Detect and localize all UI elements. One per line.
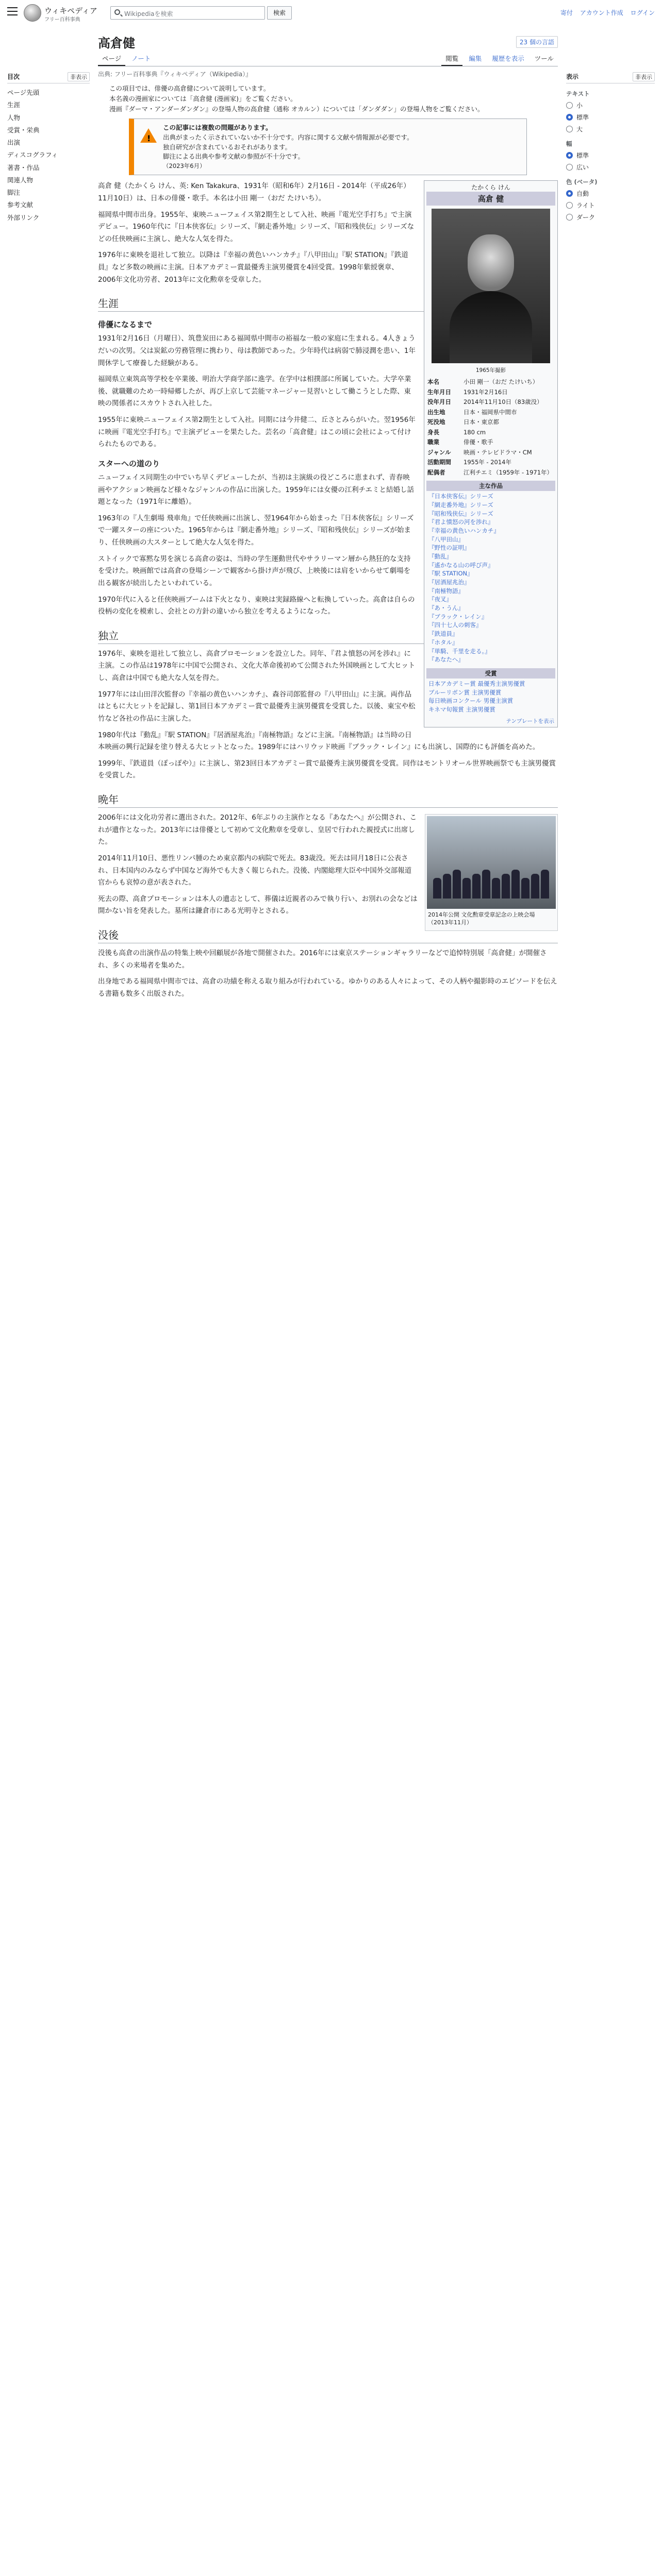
infobox-row bbox=[426, 428, 555, 438]
work-link[interactable]: 『昭和残侠伝』シリーズ bbox=[428, 510, 493, 517]
body-paragraph: 死去の際、高倉プロモーションは本人の遺志として、葬儀は近親者のみで執り行い、お別れの会などは開かない旨を発表した。墓所は鎌倉市にある光明寺とされる。 bbox=[98, 894, 418, 916]
body-paragraph: 2014年11月10日、悪性リンパ腫のため東京都内の病院で死去。83歳没。死去は同月18日に公表され、日本国内のみならず中国など海外でも大きく報じられた。没後、内閣総理大臣や中国外交部報道官からも哀悼の意が表された。 bbox=[98, 854, 412, 887]
toc-item[interactable]: 外部リンク bbox=[7, 213, 40, 222]
radio-icon bbox=[566, 202, 573, 209]
toc-item[interactable]: 関連人物 bbox=[7, 176, 34, 184]
infobox-key: 活動期間 bbox=[427, 459, 451, 466]
photo-figure bbox=[531, 874, 539, 899]
text-size-small[interactable] bbox=[566, 101, 655, 110]
infobox-value: 小田 剛一（おだ たけいち） bbox=[464, 378, 539, 386]
create-account-link[interactable]: アカウント作成 bbox=[580, 9, 623, 16]
work-link[interactable]: 『八甲田山』 bbox=[428, 535, 464, 543]
infobox-row bbox=[426, 397, 555, 408]
notice-date: （2023年6月） bbox=[163, 162, 206, 170]
source-line: 出典: フリー百科事典『ウィキペディア（Wikipedia）』 bbox=[98, 71, 252, 78]
tab-history[interactable]: 履歴を表示 bbox=[492, 55, 524, 62]
infobox-row bbox=[426, 457, 555, 468]
infobox-row bbox=[426, 417, 555, 428]
section-title: 晩年 bbox=[98, 793, 119, 806]
award-link[interactable]: ブルーリボン賞 主演男優賞 bbox=[428, 688, 502, 696]
body-paragraph: 没後も高倉の出演作品の特集上映や回顧展が各地で開催された。2016年には東京ステーションギャラリーなどで追悼特別展「高倉健」が開催され、多くの来場者を集めた。 bbox=[98, 949, 547, 970]
photo-body bbox=[450, 291, 532, 363]
main-menu-icon[interactable] bbox=[7, 7, 18, 15]
photo-figure bbox=[541, 870, 549, 899]
body-paragraph: 出身地である福岡県中間市では、高倉の功績を称える取り組みが行われている。ゆかりのある人々によって、その人柄や撮影時のエピソードを伝える書籍も数多く出版された。 bbox=[98, 977, 557, 998]
photo-figure bbox=[492, 878, 500, 899]
infobox-value: 1955年 - 2014年 bbox=[464, 459, 511, 466]
search-button[interactable]: 検索 bbox=[267, 6, 292, 20]
appearance-hide-button[interactable]: 非表示 bbox=[633, 72, 655, 81]
work-link[interactable]: 『南極物語』 bbox=[428, 587, 464, 595]
lead-paragraph: 1976年に東映を退社して独立。以降は『幸福の黄色いハンカチ』『八甲田山』『駅 STATION』『鉄道員』など多数の映画に主演。日本アカデミー賞最優秀主演男優賞を4回受賞。1998年紫綬褒章、2006年文化功労者、2013年に文化勲章を受章した。 bbox=[98, 251, 408, 284]
infobox-row bbox=[426, 468, 555, 478]
infobox-row bbox=[426, 377, 555, 387]
work-link[interactable]: 『日本侠客伝』シリーズ bbox=[428, 493, 493, 500]
work-link[interactable]: 『四十七人の刺客』 bbox=[428, 621, 482, 629]
thumbnail-figure bbox=[425, 814, 558, 931]
body-paragraph: 2006年には文化功労者に選出された。2012年、6年ぶりの主演作となる『あなたへ』が公開され、これが遺作となった。2013年には俳優として初めて文化勲章を受章し、皇居で行われた親授式に出席した。 bbox=[98, 814, 417, 846]
section-title: 生涯 bbox=[98, 297, 119, 310]
body-paragraph: 1955年に東映ニューフェイス第2期生として入社。同期には今井健二、丘さとみらがいた。翌1956年に映画『電光空手打ち』で主演デビューを果たした。芸名の「高倉健」はこの頃に会社によって付けられたものである。 bbox=[98, 416, 416, 449]
work-link[interactable]: 『夜叉』 bbox=[428, 596, 452, 603]
body-paragraph: 1970年代に入ると任侠映画ブームは下火となり、東映は実録路線へと転換していった。高倉は自らの役柄の変化を模索し、会社との方針の違いから独立を考えるようになった。 bbox=[98, 595, 415, 616]
radio-label: 自動 bbox=[576, 190, 589, 197]
text-size-standard[interactable] bbox=[566, 113, 655, 122]
user-tools bbox=[555, 8, 655, 17]
work-link[interactable]: 『駅 STATION』 bbox=[428, 570, 473, 578]
toc-item[interactable]: 脚注 bbox=[7, 189, 21, 196]
photo-figure bbox=[502, 874, 510, 899]
radio-icon bbox=[566, 190, 573, 197]
section-title: 没後 bbox=[98, 929, 119, 941]
infobox-key: 配偶者 bbox=[427, 468, 445, 476]
infobox bbox=[424, 180, 558, 727]
body-paragraph: 1980年代は『動乱』『駅 STATION』『居酒屋兆治』『南極物語』などに主演。『南極物語』は当時の日本映画の興行記録を塗り替える大ヒットとなった。1989年にはハリウッド映画『ブラック・レイン』にも出演し、国際的にも評価を高めた。 bbox=[98, 731, 540, 752]
photo-figure bbox=[453, 870, 461, 899]
search-input[interactable] bbox=[110, 6, 265, 20]
width-wide[interactable] bbox=[566, 163, 655, 172]
work-link[interactable]: 『ホタル』 bbox=[428, 638, 458, 646]
toc-title: 目次 bbox=[7, 73, 20, 80]
work-link[interactable]: 『動乱』 bbox=[428, 553, 452, 561]
template-link[interactable]: テンプレートを表示 bbox=[506, 718, 554, 724]
photo-figure bbox=[433, 878, 441, 899]
photo-figure bbox=[443, 874, 451, 899]
event-photo[interactable] bbox=[427, 816, 556, 909]
infobox-row bbox=[426, 448, 555, 458]
portrait-photo[interactable] bbox=[432, 209, 550, 363]
photo-figure bbox=[472, 874, 481, 899]
photo-figure bbox=[482, 870, 490, 899]
toc-header bbox=[7, 72, 90, 83]
tab-tools[interactable]: ツール bbox=[534, 55, 554, 62]
toc-item[interactable]: 著書・作品 bbox=[7, 163, 40, 172]
radio-icon bbox=[566, 214, 573, 221]
infobox-value: 俳優・歌手 bbox=[464, 438, 493, 446]
appearance-title: 表示 bbox=[566, 73, 579, 80]
section-heading bbox=[98, 791, 558, 808]
photo-caption: 1965年撮影 bbox=[475, 367, 506, 374]
radio-icon bbox=[566, 152, 573, 159]
photo-figure bbox=[511, 870, 520, 899]
infobox-value: 2014年11月10日（83歳没） bbox=[464, 398, 543, 406]
work-link[interactable]: 『野性の証明』 bbox=[428, 544, 470, 552]
issues-notice bbox=[129, 118, 527, 175]
subsection-heading: 俳優になるまで bbox=[98, 320, 153, 330]
radio-label: ダーク bbox=[576, 214, 595, 221]
appearance-header bbox=[566, 72, 655, 83]
award-link[interactable]: 日本アカデミー賞 最優秀主演男優賞 bbox=[428, 680, 525, 687]
radio-label: 広い bbox=[576, 164, 589, 171]
color-label: 色 (ベータ) bbox=[566, 178, 598, 185]
site-header bbox=[0, 0, 662, 26]
toc-item[interactable]: 人物 bbox=[7, 113, 21, 122]
lead-paragraph: 高倉 健（たかくら けん、英: Ken Takakura、1931年（昭和6年）2月16日 - 2014年（平成26年）11月10日）は、日本の俳優・歌手。本名は小田 剛一（おだ たけいち）。 bbox=[98, 182, 410, 202]
text-size-large[interactable] bbox=[566, 125, 655, 133]
infobox-key: 出生地 bbox=[427, 408, 445, 416]
body-paragraph: 1976年、東映を退社して独立し、高倉プロモーションを設立した。同年、『君よ憤怒の河を渉れ』に主演。この作品は1978年に中国で公開され、文化大革命後初めて公開された外国映画として大ヒットし、高倉は中国でも絶大な人気を得た。 bbox=[98, 649, 416, 682]
radio-label: 標準 bbox=[576, 152, 589, 159]
photo-face bbox=[468, 234, 514, 291]
wordmark[interactable]: ウィキペディア bbox=[44, 6, 97, 15]
infobox-reading: たかくら けん bbox=[471, 184, 510, 192]
tab-page[interactable]: ページ bbox=[98, 52, 125, 66]
body-paragraph: 1977年には山田洋次監督の『幸福の黄色いハンカチ』、森谷司郎監督の『八甲田山』に主演。両作品はともに大ヒットを記録し、第1回日本アカデミー賞で最優秀主演男優賞を受賞した。以後、東宝や松竹など各社の作品に主演した。 bbox=[98, 690, 416, 723]
radio-icon bbox=[566, 102, 573, 109]
infobox-key: 死没地 bbox=[427, 418, 445, 426]
radio-label: 大 bbox=[576, 126, 583, 133]
infobox-row bbox=[426, 387, 555, 398]
page-tabs bbox=[98, 53, 558, 66]
award-link[interactable]: キネマ旬報賞 主演男優賞 bbox=[428, 705, 495, 713]
work-link[interactable]: 『遙かなる山の呼び声』 bbox=[428, 561, 494, 569]
toc-item[interactable]: 生涯 bbox=[7, 101, 21, 109]
donate-link[interactable]: 寄付 bbox=[560, 9, 573, 16]
infobox-value: 180 cm bbox=[464, 428, 486, 436]
infobox-row bbox=[426, 437, 555, 448]
work-link[interactable]: 『ブラック・レイン』 bbox=[428, 613, 488, 620]
toc-item[interactable]: ディスコグラフィ bbox=[7, 151, 58, 159]
wikipedia-logo[interactable] bbox=[24, 4, 41, 22]
infobox-key: ジャンル bbox=[427, 448, 451, 456]
text-size-label: テキスト bbox=[566, 90, 590, 97]
language-button[interactable]: 23 個の言語 bbox=[516, 36, 558, 48]
radio-label: ライト bbox=[576, 202, 595, 209]
infobox-value: 日本・東京都 bbox=[464, 418, 499, 426]
lead-paragraph: 福岡県中間市出身。1955年、東映ニューフェイス第2期生として入社、映画『電光空手打ち』で主演デビュー。1960年代に『日本侠客伝』シリーズ、『網走番外地』シリーズ、『昭和残侠伝』シリーズなどの任侠映画に主演し、絶大な人気を得た。 bbox=[98, 210, 415, 243]
radio-label: 小 bbox=[576, 102, 583, 109]
body-paragraph: 1999年、『鉄道員（ぽっぽや）』に主演し、第23回日本アカデミー賞で最優秀主演男優賞を受賞。同作はモントリオール世界映画祭でも主演男優賞を受賞した。 bbox=[98, 759, 556, 780]
tagline: フリー百科事典 bbox=[44, 17, 80, 23]
body-paragraph: 1963年の『人生劇場 飛車角』で任侠映画に出演し、翌1964年から始まった『日本侠客伝』シリーズで一躍スターの座についた。1965年からは『網走番外地』シリーズ、『昭和残侠伝』シリーズが始まり、任侠映画の大スターとして絶大な人気を得た。 bbox=[98, 514, 414, 547]
infobox-value: 日本・福岡県中間市 bbox=[464, 408, 517, 416]
work-link[interactable]: 『網走番外地』シリーズ bbox=[428, 501, 493, 509]
work-link[interactable]: 『あ・うん』 bbox=[428, 604, 464, 612]
infobox-key: 没年月日 bbox=[427, 398, 451, 406]
works-header: 主な作品 bbox=[426, 481, 555, 491]
notice-title: この記事には複数の問題があります。 bbox=[163, 124, 272, 131]
work-link[interactable]: 『あなたへ』 bbox=[428, 656, 464, 664]
infobox-value: 映画・テレビドラマ・CM bbox=[464, 448, 532, 456]
warning-icon bbox=[140, 128, 157, 143]
award-link[interactable]: 毎日映画コンクール 男優主演賞 bbox=[428, 697, 514, 705]
work-link[interactable]: 『鉄道員』 bbox=[428, 630, 458, 638]
radio-icon bbox=[566, 126, 573, 132]
infobox-value: 1931年2月16日 bbox=[464, 388, 508, 396]
section-title: 独立 bbox=[98, 629, 119, 642]
color-dark[interactable] bbox=[566, 213, 655, 222]
infobox-value: 江利チエミ（1959年 - 1971年） bbox=[464, 468, 553, 476]
thumbnail-caption: 2014年公開 文化勲章受章記念の上映会場（2013年11月） bbox=[428, 911, 535, 926]
toc-item[interactable]: 出演 bbox=[7, 139, 21, 146]
body-paragraph: 福岡県立東筑高等学校を卒業後、明治大学商学部に進学。在学中は相撲部に所属していた。大学卒業後、就職難のため一時帰郷したが、再び上京して芸能マネージャー見習いとして働こうとした際、東映の関係者にスカウトされ入社した。 bbox=[98, 375, 411, 408]
radio-label: 標準 bbox=[576, 114, 589, 121]
subsection-heading: スターへの道のり bbox=[98, 459, 160, 468]
tab-edit[interactable]: 編集 bbox=[469, 55, 482, 62]
toc-sidebar bbox=[7, 72, 90, 224]
color-light[interactable] bbox=[566, 201, 655, 210]
radio-icon bbox=[566, 114, 573, 121]
body-paragraph: ニューフェイス同期生の中でいち早くデビューしたが、当初は主演級の役どころに恵まれず、青春映画やアクション映画など様々なジャンルの作品に出演した。1959年には女優の江利チエミと結婚し話題となった（1971年に離婚）。 bbox=[98, 473, 415, 506]
body-paragraph: 1931年2月16日（月曜日）、筑豊炭田にある福岡県中間市の裕福な一般の家庭に生まれる。4人きょうだいの次男。父は炭鉱の労務管理に携わり、母は教師であった。少年時代は病弱で肺浸潤を患い、1年間休学して療養した経験がある。 bbox=[98, 334, 416, 367]
work-link[interactable]: 『君よ憤怒の河を渉れ』 bbox=[428, 518, 494, 526]
infobox-name: 高倉 健 bbox=[426, 192, 555, 206]
width-standard[interactable] bbox=[566, 151, 655, 160]
page-title: 高倉健 bbox=[98, 36, 135, 50]
hatnote: 本名義の漫画家については「高倉健 (漫画家)」をご覧ください。 bbox=[109, 95, 297, 103]
hatnote: この項目では、俳優の高倉健について説明しています。 bbox=[109, 84, 270, 92]
hatnote: 漫画『ダーマ・アンダーダンダン』の登場人物の高倉健（通称 オカルン）については「ダンダダン」の登場人物をご覧ください。 bbox=[109, 105, 484, 113]
toc-item[interactable]: 参考文献 bbox=[7, 201, 34, 209]
search-placeholder: Wikipediaを検索 bbox=[124, 10, 173, 18]
notice-line: 独自研究が含まれているおそれがあります。 bbox=[163, 143, 292, 151]
radio-icon bbox=[566, 164, 573, 171]
article-content bbox=[98, 29, 558, 1005]
infobox-row bbox=[426, 408, 555, 418]
search-icon bbox=[114, 9, 120, 15]
tab-read[interactable]: 閲覧 bbox=[441, 52, 462, 66]
tab-talk[interactable]: ノート bbox=[131, 55, 151, 62]
notice-line: 出典がまったく示されていないか不十分です。内容に関する文献や情報源が必要です。 bbox=[163, 133, 413, 141]
infobox-key: 職業 bbox=[427, 438, 439, 446]
photo-figure bbox=[462, 878, 471, 899]
width-label: 幅 bbox=[566, 140, 572, 147]
infobox-key: 身長 bbox=[427, 428, 439, 436]
awards-header: 受賞 bbox=[426, 668, 555, 679]
color-auto[interactable] bbox=[566, 189, 655, 198]
infobox-key: 生年月日 bbox=[427, 388, 451, 396]
work-link[interactable]: 『単騎、千里を走る。』 bbox=[428, 647, 491, 655]
notice-line: 脚注による出典や参考文献の参照が不十分です。 bbox=[163, 152, 305, 161]
toc-hide-button[interactable]: 非表示 bbox=[68, 72, 90, 81]
body-paragraph: ストイックで寡黙な男を演じる高倉の姿は、当時の学生運動世代やサラリーマン層から熱狂的な支持を受けた。映画館では高倉の登場シーンで観客から掛け声が飛び、上映後には肩をいからせて劇場を出る観客が続出したといわれている。 bbox=[98, 554, 411, 587]
toc-item[interactable]: ページ先頭 bbox=[7, 89, 40, 96]
work-link[interactable]: 『幸福の黄色いハンカチ』 bbox=[428, 527, 500, 535]
appearance-panel bbox=[566, 72, 655, 225]
work-link[interactable]: 『居酒屋兆治』 bbox=[428, 579, 470, 586]
login-link[interactable]: ログイン bbox=[630, 9, 655, 16]
toc-item[interactable]: 受賞・栄典 bbox=[7, 126, 40, 134]
infobox-key: 本名 bbox=[427, 378, 439, 386]
photo-figure bbox=[521, 878, 529, 899]
